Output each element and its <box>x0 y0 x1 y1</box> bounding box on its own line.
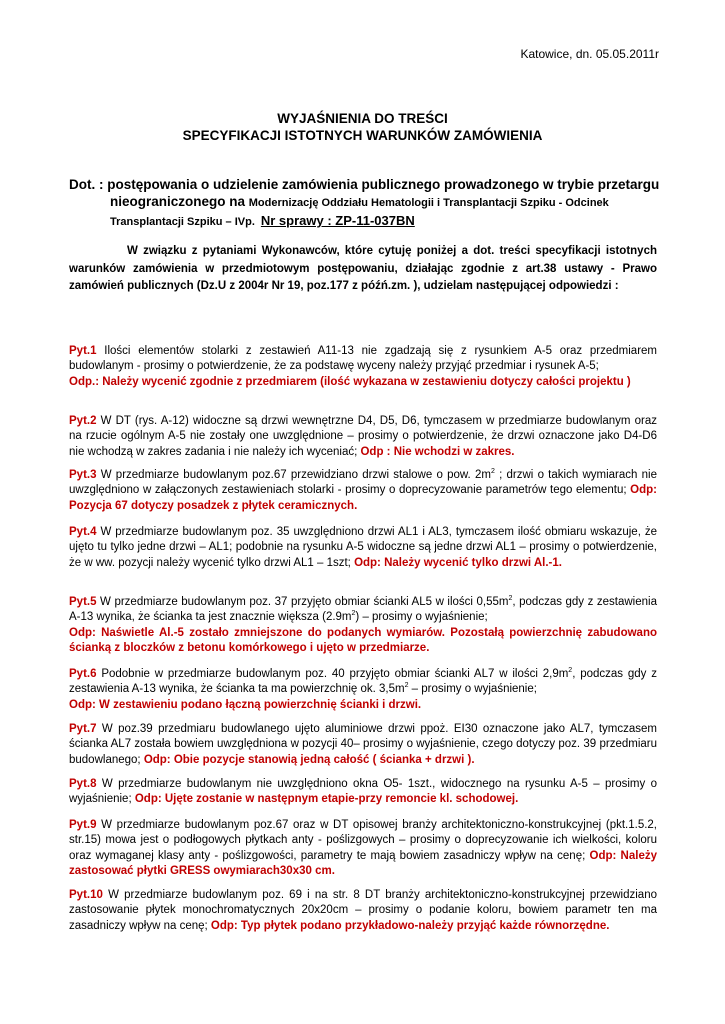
answer-text: Odp: Należy wycenić tylko drzwi Al.-1. <box>354 556 562 569</box>
question-label: Pyt.10 <box>69 889 103 901</box>
superscript: 2 <box>490 468 495 476</box>
intro-paragraph: W związku z pytaniami Wykonawców, które cytuję poniżej a dot. treści specyfikacji istotnych warunków zamówienia w przedmiotowym postępowaniu, działając zgodnie z art.38 ustawy - Prawo zamówień publicznych (Dz.U z 2004r Nr 19, poz.177 z późń.zm. ), udzielam następującej odpowiedzi : <box>69 245 657 292</box>
subject-line-2b: Modernizację Oddziału Hematologii i Transplantacji Szpiku - Odcinek <box>248 197 609 209</box>
question-text: W DT (rys. A-12) widoczne są drzwi wewnętrzne D4, D5, D6, tymczasem w przedmiarze budowlanym oraz na rzucie ogólnym A-5 nie zostały one uwzględnione – prosimy o potwierdzenie, że drzwi oznaczone jako D4-D6 nie wchodzą w zakres zadania i nie należy ich wyceniać; <box>69 415 657 458</box>
answer-text: Odp: Pozycja 67 dotyczy posadzek z płytek ceramicznych. <box>69 484 657 512</box>
question-label: Pyt.7 <box>69 723 97 735</box>
question-text: W przedmiarze budowlanym poz. 69 i na str. 8 DT branży architektoniczno-konstrukcyjnej przewidziano zastosowanie płytek monochromatycznych 20x20cm – prosimy o podanie koloru, bowiem parametr ten ma zasadniczy wpływ na cenę; <box>69 889 657 932</box>
question-10 <box>69 888 657 934</box>
question-3 <box>69 468 657 514</box>
question-text-b: , podczas gdy z zestawienia A-13 wynika, że ścianka ta ma powierzchnię ok. 3,5m <box>69 668 657 696</box>
subject-line-1: Dot. : postępowania o udzielenie zamówienia publicznego prowadzonego w trybie przetargu <box>69 177 660 192</box>
subject-line-2 <box>69 193 669 212</box>
question-text-b: , podczas gdy z zestawienia A-13 wynika, że ścianka ta jest znacznie większa (2.9m <box>69 596 657 624</box>
question-7 <box>69 722 657 768</box>
case-number: Nr sprawy : ZP-11-037BN <box>260 213 415 228</box>
document-date: Katowice, dn. 05.05.2011r <box>520 47 659 61</box>
superscript: 2 <box>351 610 356 618</box>
question-label: Pyt.5 <box>69 596 97 608</box>
question-4 <box>69 525 657 571</box>
question-label: Pyt.3 <box>69 469 97 481</box>
document-title <box>0 110 725 144</box>
question-text: Ilości elementów stolarki z zestawień A11-13 nie zgadzają się z rysunkiem A-5 oraz przedmiarem budowlanym - prosimy o potwierdzenie, że za podstawę wyceny należy przyjąć przedmiar i rysunek A-5; <box>69 345 657 373</box>
superscript: 2 <box>404 682 409 690</box>
question-text-a: W przedmiarze budowlanym poz. 37 przyjęto obmiar ścianki AL5 w ilości 0,55m <box>96 596 509 608</box>
question-label: Pyt.6 <box>69 668 97 680</box>
answer-text: Odp : Nie wchodzi w zakres. <box>360 445 515 458</box>
question-text-c: – prosimy o wyjaśnienie; <box>408 683 537 696</box>
answer-text: Odp: W zestawieniu podano łączną powierzchnię ścianki i drzwi. <box>69 698 422 711</box>
superscript: 2 <box>508 595 513 603</box>
question-8 <box>69 777 657 808</box>
answer-text: Odp: Ujęte zostanie w następnym etapie-przy remoncie kl. schodowej. <box>134 793 519 806</box>
question-text: W przedmiarze budowlanym poz. 35 uwzględniono drzwi AL1 i AL3, tymczasem ilość obmiaru wskazuje, że ujęto tu tylko jedne drzwi – AL1; podobnie na rysunku A-5 widoczne są jedne drzwi AL1 – prosimy o potwierdzenie, że w ww. pozycji należy wycenić tylko drzwi AL1 – 1szt; <box>69 526 657 569</box>
title-line-1: WYJAŚNIENIA DO TREŚCI <box>277 111 448 126</box>
question-9 <box>69 818 657 879</box>
subject-line-3 <box>69 212 669 231</box>
question-label: Pyt.9 <box>69 819 97 831</box>
subject-line-3-text: Transplantacji Szpiku – IVp. <box>110 216 255 228</box>
question-5 <box>69 595 657 656</box>
title-line-2: SPECYFIKACJI ISTOTNYCH WARUNKÓW ZAMÓWIENIA <box>182 128 543 143</box>
question-text-a: W przedmiarze budowlanym poz.67 przewidziano drzwi stalowe o pow. 2m <box>96 469 491 481</box>
question-text: W przedmiarze budowlanym poz.67 oraz w DT opisowej branży architektoniczno-konstrukcyjnej (pkt.1.5.2, str.15) mowa jest o podłogowych płytkach anty - poślizgowych – prosimy o doprecyzowanie ich wielkości, koloru oraz wymaganej klasy anty - poślizgowości, parametry te mają bowiem zasadniczy wpływ na cenę; <box>69 819 657 862</box>
subject-block <box>69 176 669 231</box>
question-1 <box>69 344 657 390</box>
answer-text: Odp: Typ płytek podano przykładowo-należy przyjąć każde równorzędne. <box>210 919 610 932</box>
question-text: W poz.39 przedmiaru budowlanego ujęto aluminiowe drzwi ppoż. EI30 oznaczone jako AL7, tymczasem ścianka AL7 została bowiem uwzględniona w pozycji 40– prosimy o wyjaśnienie, czego dotyczy poz. 39 przedmiaru budowlanego; <box>69 723 657 766</box>
question-label: Pyt.4 <box>69 526 97 538</box>
question-text-b: ; drzwi o takich wymiarach nie uwzględniono w załączonych zestawieniach stolarki - prosimy o doprecyzowanie parametrów tego elementu; <box>69 469 657 497</box>
answer-text: Odp.: Należy wycenić zgodnie z przedmiarem (ilość wykazana w zestawieniu dotyczy całości projektu ) <box>69 375 631 388</box>
question-label: Pyt.1 <box>69 345 97 357</box>
question-text-c: ) – prosimy o wyjaśnienie; <box>355 611 488 624</box>
question-2 <box>69 414 657 460</box>
question-text: W przedmiarze budowlanym nie uwzględniono okna O5- 1szt., widocznego na rysunku A-5 – prosimy o wyjaśnienie; <box>69 778 657 806</box>
question-text-a: Podobnie w przedmiarze budowlanym poz. 40 przyjęto obmiar ścianki AL7 w ilości 2,9m <box>96 668 569 680</box>
answer-text: Odp: Naświetle Al.-5 zostało zmniejszone do podanych wymiarów. Pozostałą powierzchnię zabudowano ścianką z bloczków z betonu komórkowego i ujęto w przedmiarze. <box>69 626 657 654</box>
question-label: Pyt.8 <box>69 778 97 790</box>
answer-text: Odp: Należy zastosować płytki GRESS owymiarach30x30 cm. <box>69 849 657 877</box>
answer-text: Odp: Obie pozycje stanowią jedną całość ( ścianka + drzwi ). <box>143 753 475 766</box>
subject-line-2a: nieograniczonego na <box>110 194 249 209</box>
superscript: 2 <box>568 667 573 675</box>
question-label: Pyt.2 <box>69 415 97 427</box>
question-6 <box>69 667 657 713</box>
